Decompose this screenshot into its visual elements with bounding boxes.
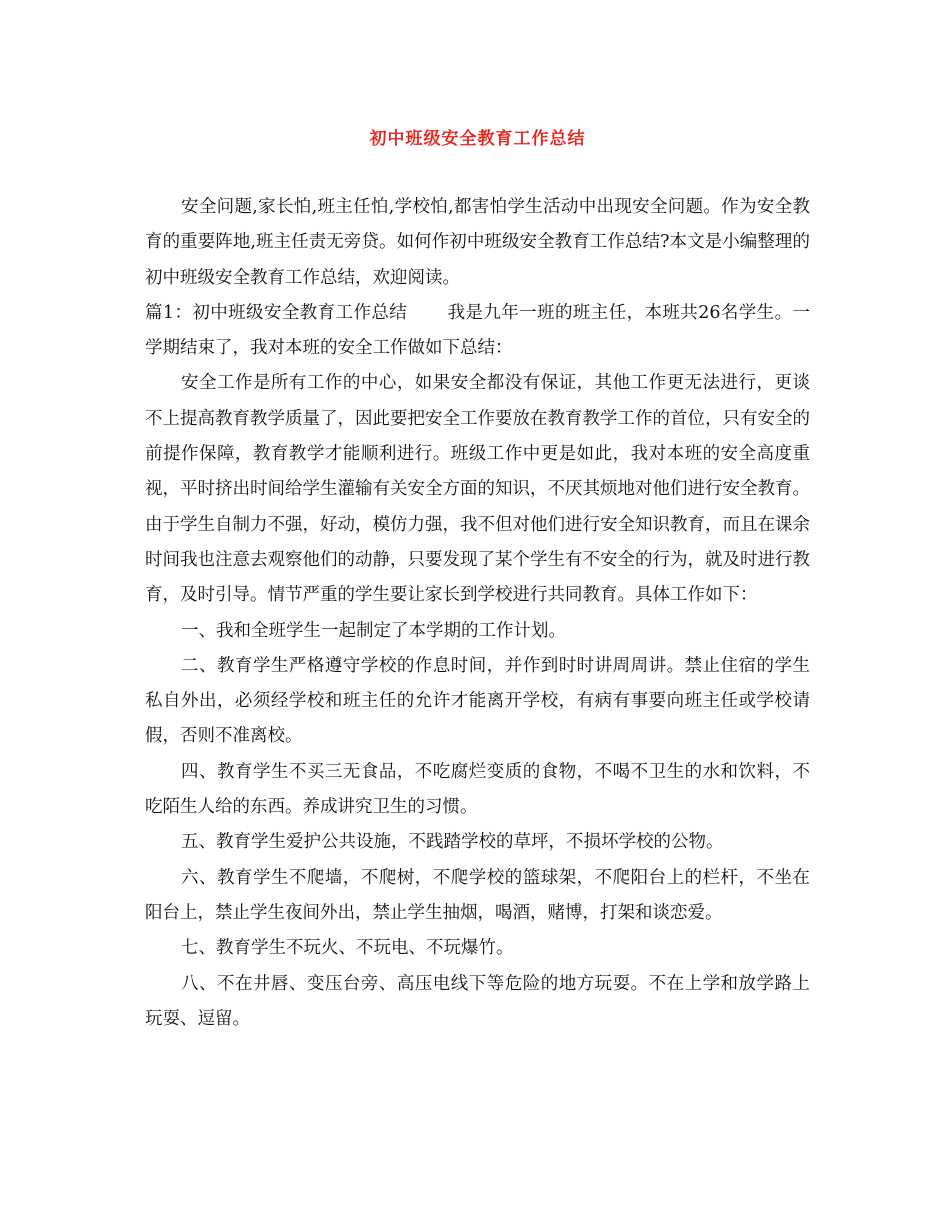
- section-heading: 篇1：初中班级安全教育工作总结: [145, 302, 408, 323]
- document-title: 初中班级安全教育工作总结: [369, 129, 586, 149]
- paragraph-intro: 安全问题,家长怕,班主任怕,学校怕,都害怕学生活动中出现安全问题。作为安全教育的重要阵地,班主任责无旁贷。如何作初中班级安全教育工作总结?本文是小编整理的初中班级安全教育工作总结，欢迎阅读。: [145, 197, 810, 288]
- paragraph-item-8: 八、不在井唇、变压台旁、高压电线下等危险的地方玩耍。不在上学和放学路上玩耍、逗留。: [145, 973, 810, 1029]
- paragraph-item-6: 六、教育学生不爬墙，不爬树，不爬学校的篮球架，不爬阳台上的栏杆，不坐在阳台上，禁止学生夜间外出，禁止学生抽烟，喝酒，赌博，打架和谈恋爱。: [145, 867, 810, 923]
- paragraph-item-4: 四、教育学生不买三无食品，不吃腐烂变质的食物，不喝不卫生的水和饮料，不吃陌生人给的东西。养成讲究卫生的习惯。: [145, 761, 810, 818]
- paragraph-item-1: 一、我和全班学生一起制定了本学期的工作计划。: [181, 620, 566, 641]
- paragraph-item-2: 二、教育学生严格遵守学校的作息时间，并作到时时讲周周讲。禁止住宿的学生私自外出，必须经学校和班主任的允许才能离开学校，有病有事要向班主任或学校请假，否则不准离校。: [145, 655, 810, 747]
- document-body: [145, 190, 810, 1037]
- section-intro-text: 我是九年一班的班主任，本班共26名学生。一学期结束了，我对本班的安全工作做如下总结：: [145, 302, 810, 359]
- paragraph-item-5: 五、教育学生爱护公共设施，不践踏学校的草坪，不损坏学校的公物。: [181, 832, 724, 853]
- paragraph-section-1: [145, 296, 810, 367]
- paragraph-item-7: 七、教育学生不玩火、不玩电、不玩爆竹。: [181, 938, 514, 959]
- paragraph-safety-overview: 安全工作是所有工作的中心，如果安全都没有保证，其他工作更无法进行，更谈不上提高教育教学质量了，因此要把安全工作要放在教育教学工作的首位，只有安全的前提作保障，教育教学才能顺利进行。班级工作中更是如此，我对本班的安全高度重视，平时挤出时间给学生灌输有关安全方面的知识，不厌其烦地对他们进行安全教育。由于学生自制力不强，好动，模仿力强，我不但对他们进行安全知识教育，而且在课余时间我也注意去观察他们的动静，只要发现了某个学生有不安全的行为，就及时进行教育，及时引导。情节严重的学生要让家长到学校进行共同教育。具体工作如下：: [145, 373, 810, 606]
